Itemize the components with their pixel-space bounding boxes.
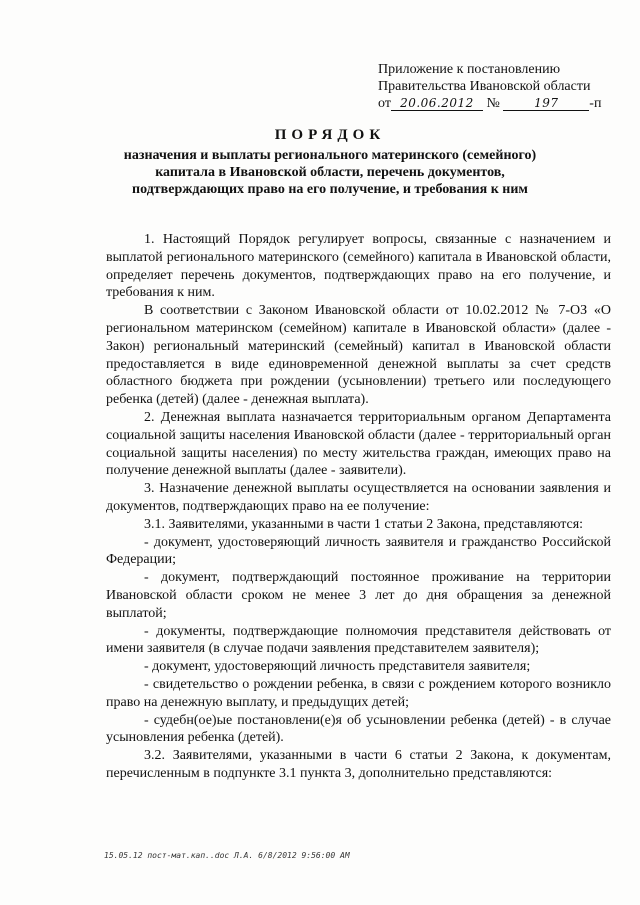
paragraph: 3.2. Заявителями, указанными в части 6 статьи 2 Закона, к документам, перечисленным в подпункте 3.1 пункта 3, дополнительно представляются: bbox=[106, 748, 611, 781]
header-number: 197 bbox=[503, 96, 589, 111]
paragraph: 1. Настоящий Порядок регулирует вопросы, связанные с назначением и выплатой регионального материнского (семейного) капитала в Ивановской области, определяет перечень документов, подтверждающих право на его получение, и требования к ним. bbox=[106, 232, 611, 301]
header-number-label: № bbox=[486, 96, 500, 111]
header-date: 20.06.2012 bbox=[391, 96, 483, 111]
list-item: - свидетельство о рождении ребенка, в связи с рождением которого возникло право на денежную выплату, и предыдущих детей; bbox=[106, 676, 611, 710]
paragraph: 3. Назначение денежной выплаты осуществляется на основании заявления и документов, подтверждающих право на ее получение: bbox=[106, 481, 611, 514]
list-item: - документ, удостоверяющий личность заявителя и гражданство Российской Федерации; bbox=[106, 534, 611, 568]
header-line-2: Правительства Ивановской области bbox=[378, 79, 591, 94]
list-item: - документ, удостоверяющий личность представителя заявителя; bbox=[144, 659, 531, 675]
document-body bbox=[106, 231, 611, 783]
subtitle-line: подтверждающих право на его получение, и требования к ним bbox=[132, 182, 528, 197]
list-item: - судебн(ое)ые постановлени(е)я об усыновлении ребенка (детей) - в случае усыновления ребенка (детей). bbox=[106, 712, 611, 746]
file-footer: 15.05.12 пост-мат.кап..doc Л.А. 6/8/2012 9:56:00 AM bbox=[104, 851, 350, 860]
appendix-header bbox=[378, 61, 608, 112]
paragraph: 2. Денежная выплата назначается территориальным органом Департамента социальной защиты населения Ивановской области (далее - территориальный орган социальной защиты населения) по месту жительства граждан, имеющих право на получение денежной выплаты (далее - заявители). bbox=[106, 409, 611, 479]
header-line-1: Приложение к постановлению bbox=[378, 62, 561, 77]
subtitle-line: капитала в Ивановской области, перечень документов, bbox=[155, 165, 505, 180]
paragraph: 3.1. Заявителями, указанными в части 1 статьи 2 Закона, представляются: bbox=[144, 516, 584, 532]
subtitle-line: назначения и выплаты регионального материнского (семейного) bbox=[123, 148, 537, 163]
header-suffix: -п bbox=[589, 96, 602, 111]
list-item: - документы, подтверждающие полномочия представителя действовать от имени заявителя (в случае подачи заявления представителем заявителя); bbox=[106, 623, 611, 657]
document-subtitle bbox=[100, 147, 560, 198]
header-line-3 bbox=[378, 95, 608, 112]
list-item: - документ, подтверждающий постоянное проживание на территории Ивановской области сроком не менее 3 лет до дня обращения за денежной выплатой; bbox=[106, 570, 611, 621]
header-from-label: от bbox=[378, 96, 391, 111]
document-title: ПОРЯДОК bbox=[274, 127, 386, 143]
paragraph: В соответствии с Законом Ивановской области от 10.02.2012 № 7-ОЗ «О региональном материнском (семейном) капитале в Ивановской области» (далее - Закон) региональный материнский (семейный) капитал в Ивановской области предоставляется в виде единовременной денежной выплаты за счет средств областного бюджета при рождении (усыновлении) третьего или последующего ребенка (детей) (далее - денежная выплата). bbox=[106, 303, 611, 408]
